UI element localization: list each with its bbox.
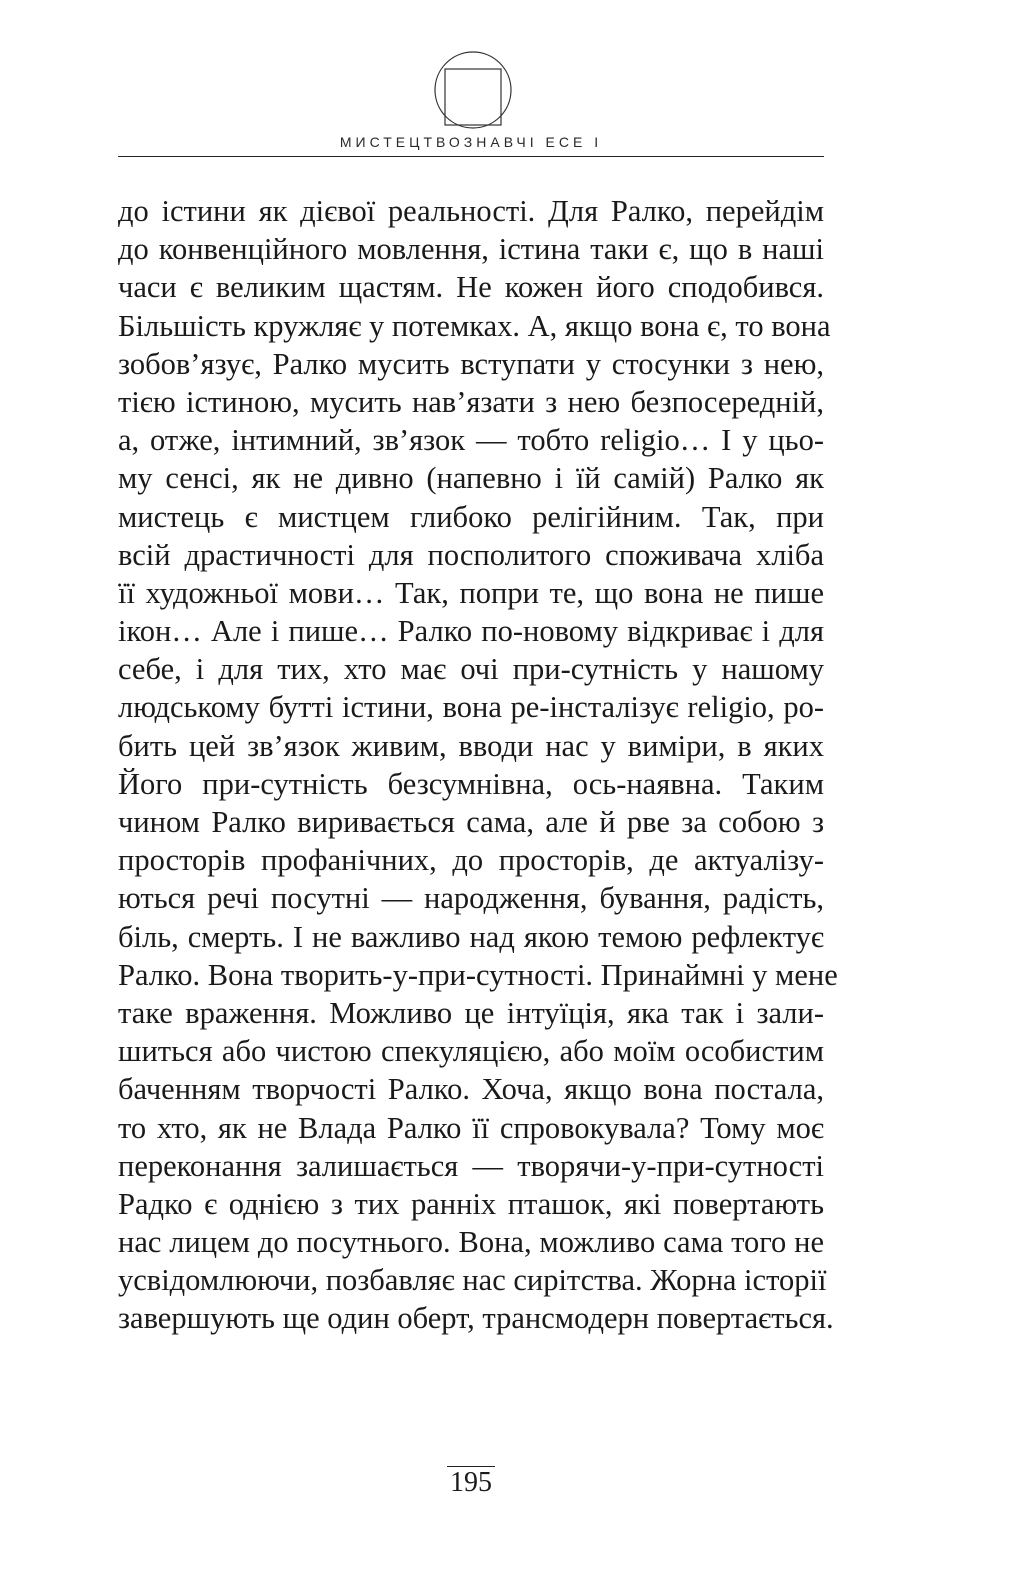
text-line: біль, смерть. І не важливо над якою темою рефлектує [118,919,824,954]
text-line: Його при-сутність безсумнівна, ось-наявна. Таким [118,766,824,801]
text-line: Ралко. Вона творить-у-при-сутності. Принаймні у мене [118,957,838,992]
text-line: тією істиною, мусить нав’язати з нею безпосередній, [118,384,824,419]
text-line: баченням творчості Ралко. Хоча, якщо вона постала, [118,1072,824,1107]
text-line: часи є великим щастям. Не кожен його сподобився. [118,270,824,305]
running-head: МИСТЕЦТВОЗНАВЧІ ЕСЕ І [339,134,603,150]
header-rule [118,156,824,157]
body-text [118,192,838,1338]
page-number: 195 [450,1467,492,1498]
text-line: її художньої мови… Так, попри те, що вона не пише [118,575,824,610]
text-line: ються речі посутні — народження, бування, радість, [118,881,824,916]
text-line: просторів профанічних, до просторів, де актуалізу- [118,843,824,878]
text-line: усвідомлюючи, позбавляє нас сирітства. Жорна історії [118,1263,827,1298]
text-line: нас лицем до посутнього. Вона, можливо сама того не [118,1225,824,1260]
text-line: переконання залишається — творячи-у-при-сутності [118,1148,824,1183]
text-line: зобов’язує, Ралко мусить вступати у стосунки з нею, [118,346,824,381]
text-line: до конвенційного мовлення, істина таки є, що в наші [118,232,824,267]
circle-square-emblem-icon [433,50,513,130]
text-line: ікон… Але і пише… Ралко по-новому відкриває і для [118,614,824,649]
text-line: завершують ще один оберт, трансмодерн повертається. [118,1301,834,1336]
text-line: Більшість кружляє у потемках. А, якщо вона є, то вона [118,308,831,343]
text-line: а, отже, інтимний, зв’язок — тобто religio… І у цьо- [118,423,824,458]
text-line: таке враження. Можливо це інтуїція, яка так і зали- [118,995,824,1030]
text-line: чином Ралко виривається сама, але й рве за собою з [118,805,824,839]
text-line: до істини як дієвої реальності. Для Ралко, перейдім [118,194,824,228]
text-line: Радко є однією з тих ранніх пташок, які повертають [118,1186,824,1221]
text-line: то хто, як не Влада Ралко її спровокувала? Тому моє [118,1110,824,1145]
text-line: бить цей зв’язок живим, вводи нас у виміри, в яких [118,728,824,763]
text-line: мистець є мистцем глибоко релігійним. Так, при [118,499,824,534]
text-line: себе, і для тих, хто має очі при-сутність у нашому [118,652,824,687]
text-line: всій драстичності для посполитого споживача хліба [118,537,824,572]
text-line: шиться або чистою спекуляцією, або моїм особистим [118,1034,824,1069]
text-line: людському бутті істини, вона ре-інсталізує religio, ро- [118,690,824,725]
text-line: му сенсі, як не дивно (напевно і їй самій) Ралко як [118,461,824,496]
